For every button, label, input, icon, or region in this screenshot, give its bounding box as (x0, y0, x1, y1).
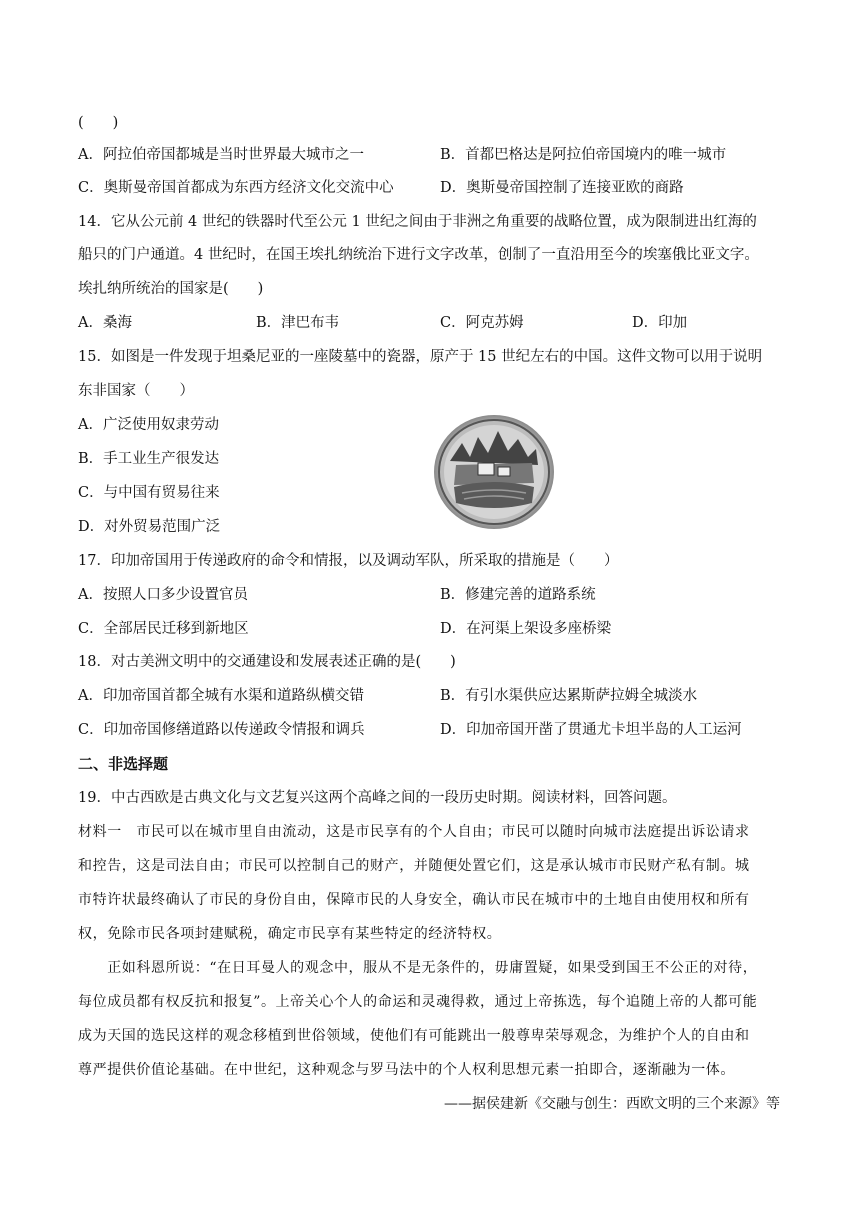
q13-option-d: D．奥斯曼帝国控制了连接亚欧的商路 (440, 180, 684, 196)
q18-option-a: A．印加帝国首都全城有水渠和道路纵横交错 (78, 688, 364, 704)
q15-stem-line2: 东非国家（ ） (78, 383, 194, 399)
q14-option-c: C．阿克苏姆 (440, 315, 524, 331)
q18-option-c: C．印加帝国修缮道路以传递政令情报和调兵 (78, 722, 365, 738)
q17-option-d: D．在河渠上架设多座桥梁 (440, 621, 612, 637)
q13-option-b: B．首都巴格达是阿拉伯帝国境内的唯一城市 (440, 147, 727, 163)
q14-stem-line1: 14．它从公元前 4 世纪的铁器时代至公元 1 世纪之间由于非洲之角重要的战略位置，成为限制进出红海的 (78, 214, 757, 230)
q19-stem: 19．中古西欧是古典文化与文艺复兴这两个高峰之间的一段历史时期。阅读材料，回答问题。 (78, 790, 677, 806)
q15-option-d: D．对外贸易范围广泛 (78, 519, 221, 535)
q19-material2-line3: 成为天国的选民这样的观念移植到世俗领域，使他们有可能跳出一般尊卑荣辱观念，为维护个人的自由和 (78, 1028, 750, 1044)
q17-option-b: B．修建完善的道路系统 (440, 587, 596, 603)
q14-option-a: A．桑海 (78, 315, 132, 331)
q15-stem-line1: 15．如图是一件发现于坦桑尼亚的一座陵墓中的瓷器，原产于 15 世纪左右的中国。这件文物可以用于说明 (78, 349, 763, 365)
q19-material2-line2: 每位成员都有权反抗和报复”。上帝关心个人的命运和灵魂得救，通过上帝拣选，每个追随上帝的人都可能 (78, 994, 758, 1010)
porcelain-plate-image (432, 413, 556, 531)
q18-option-b: B．有引水渠供应达累斯萨拉姆全城淡水 (440, 688, 698, 704)
q15-option-a: A．广泛使用奴隶劳动 (78, 417, 219, 433)
q19-material1-line3: 市特许状最终确认了市民的身份自由，保障市民的人身安全，确认市民在城市中的土地自由使用权和所有 (78, 892, 750, 908)
q15-option-b: B．手工业生产很发达 (78, 451, 220, 467)
question-13-paren: ( ) (78, 115, 119, 131)
q17-option-a: A．按照人口多少设置官员 (78, 587, 248, 603)
q15-option-c: C．与中国有贸易往来 (78, 485, 220, 501)
q19-material2-line4: 尊严提供价值论基础。在中世纪，这种观念与罗马法中的个人权利思想元素一拍即合，逐渐融为一体。 (78, 1062, 735, 1078)
q19-material1-line1: 材料一 市民可以在城市里自由流动，这是市民享有的个人自由；市民可以随时向城市法庭提出诉讼请求 (78, 824, 750, 840)
q14-stem-line3: 埃扎纳所统治的国家是( ) (78, 281, 264, 297)
q13-option-c: C．奥斯曼帝国首都成为东西方经济文化交流中心 (78, 180, 394, 196)
q14-option-b: B．津巴布韦 (256, 315, 340, 331)
q17-stem: 17．印加帝国用于传递政府的命令和情报，以及调动军队，所采取的措施是（ ） (78, 553, 619, 569)
q14-option-d: D．印加 (632, 315, 688, 331)
q19-source-citation: ——据侯建新《交融与创生：西欧文明的三个来源》等 (444, 1096, 780, 1112)
q18-stem: 18．对古美洲文明中的交通建设和发展表述正确的是( ) (78, 654, 456, 670)
q18-option-d: D．印加帝国开凿了贯通尤卡坦半岛的人工运河 (440, 722, 742, 738)
q19-material1-line4: 权，免除市民各项封建赋税，确定市民享有某些特定的经济特权。 (78, 926, 502, 942)
section-2-heading: 二、非选择题 (78, 755, 169, 773)
q19-material1-line2: 和控告，这是司法自由；市民可以控制自己的财产，并随便处置它们，这是承认城市市民财产私有制。城 (78, 858, 750, 874)
q13-option-a: A．阿拉伯帝国都城是当时世界最大城市之一 (78, 147, 364, 163)
q19-material2-line1: 正如科恩所说：“在日耳曼人的观念中，服从不是无条件的，毋庸置疑，如果受到国王不公正的对待， (78, 960, 758, 976)
q17-option-c: C．全部居民迁移到新地区 (78, 621, 249, 637)
q14-stem-line2: 船只的门户通道。4 世纪时，在国王埃扎纳统治下进行文字改革，创制了一直沿用至今的埃塞俄比亚文字。 (78, 247, 759, 263)
